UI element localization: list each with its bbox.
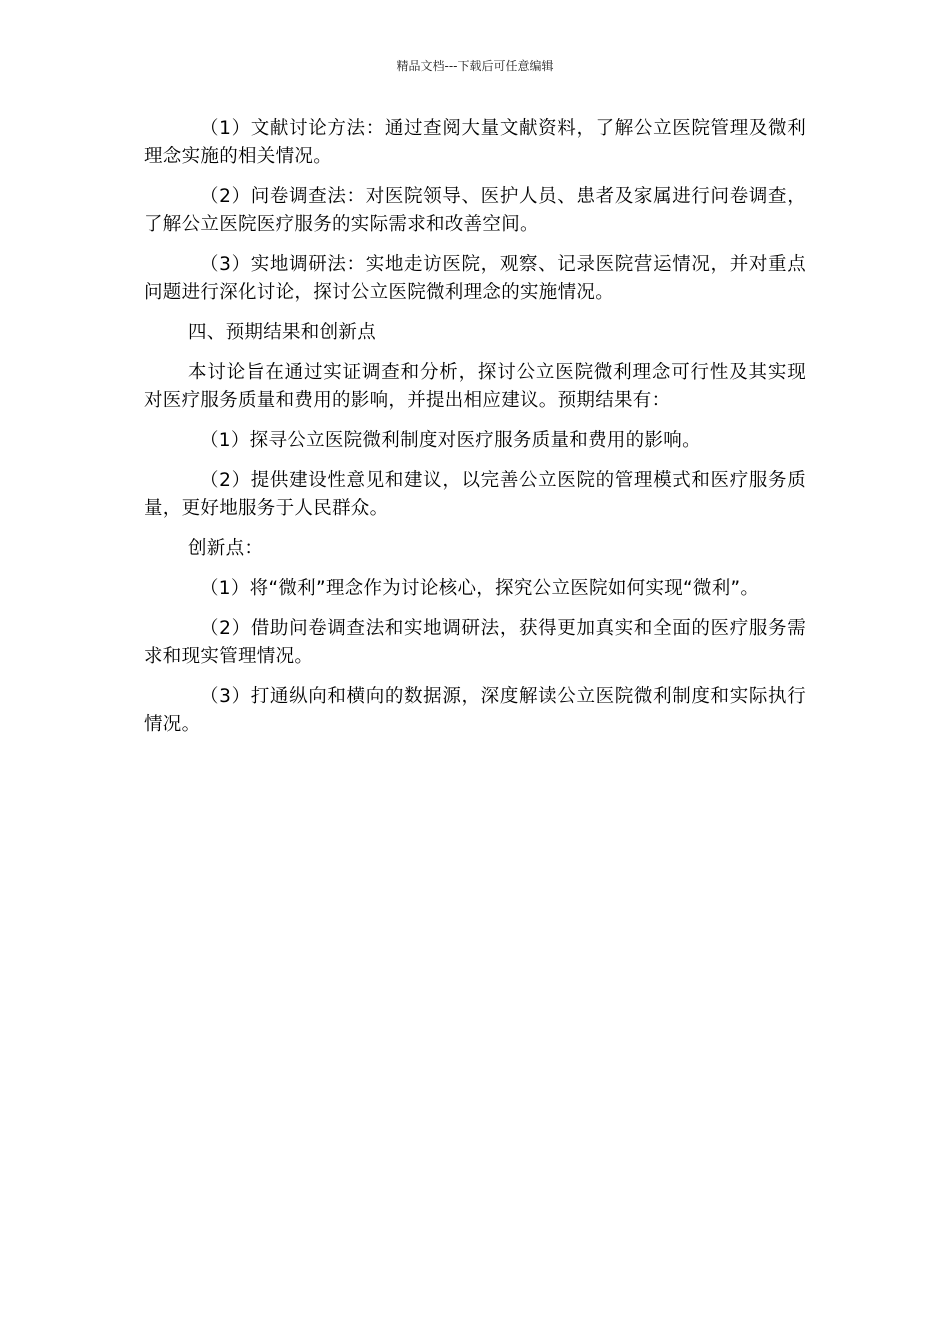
innovation-point-3: （3）打通纵向和横向的数据源，深度解读公立医院微利制度和实际执行情况。: [144, 686, 806, 735]
innovation-point-2: （2）借助问卷调查法和实地调研法，获得更加真实和全面的医疗服务需求和现实管理情况。: [144, 618, 806, 667]
page-header: 精品文档---下载后可任意编辑: [396, 59, 554, 73]
method-fieldwork-paragraph: （3）实地调研法：实地走访医院，观察、记录医院营运情况，并对重点问题进行深化讨论，探讨公立医院微利理念的实施情况。: [144, 254, 806, 303]
section-heading: 四、预期结果和创新点: [188, 322, 377, 343]
method-literature-paragraph: （1）文献讨论方法：通过查阅大量文献资料，了解公立医院管理及微利理念实施的相关情况。: [144, 118, 806, 167]
intro-paragraph: 本讨论旨在通过实证调查和分析，探讨公立医院微利理念可行性及其实现对医疗服务质量和费用的影响，并提出相应建议。预期结果有：: [144, 362, 806, 411]
expected-result-1: （1）探寻公立医院微利制度对医疗服务质量和费用的影响。: [200, 430, 701, 451]
method-questionnaire-paragraph: （2）问卷调查法：对医院领导、医护人员、患者及家属进行问卷调查，了解公立医院医疗服务的实际需求和改善空间。: [144, 186, 806, 235]
innovation-point-1: （1）将“微利”理念作为讨论核心，探究公立医院如何实现“微利”。: [200, 578, 760, 599]
document-body: [144, 115, 806, 751]
expected-result-2: （2）提供建设性意见和建议，以完善公立医院的管理模式和医疗服务质量，更好地服务于人民群众。: [144, 470, 806, 519]
innovation-heading: 创新点：: [188, 538, 264, 559]
